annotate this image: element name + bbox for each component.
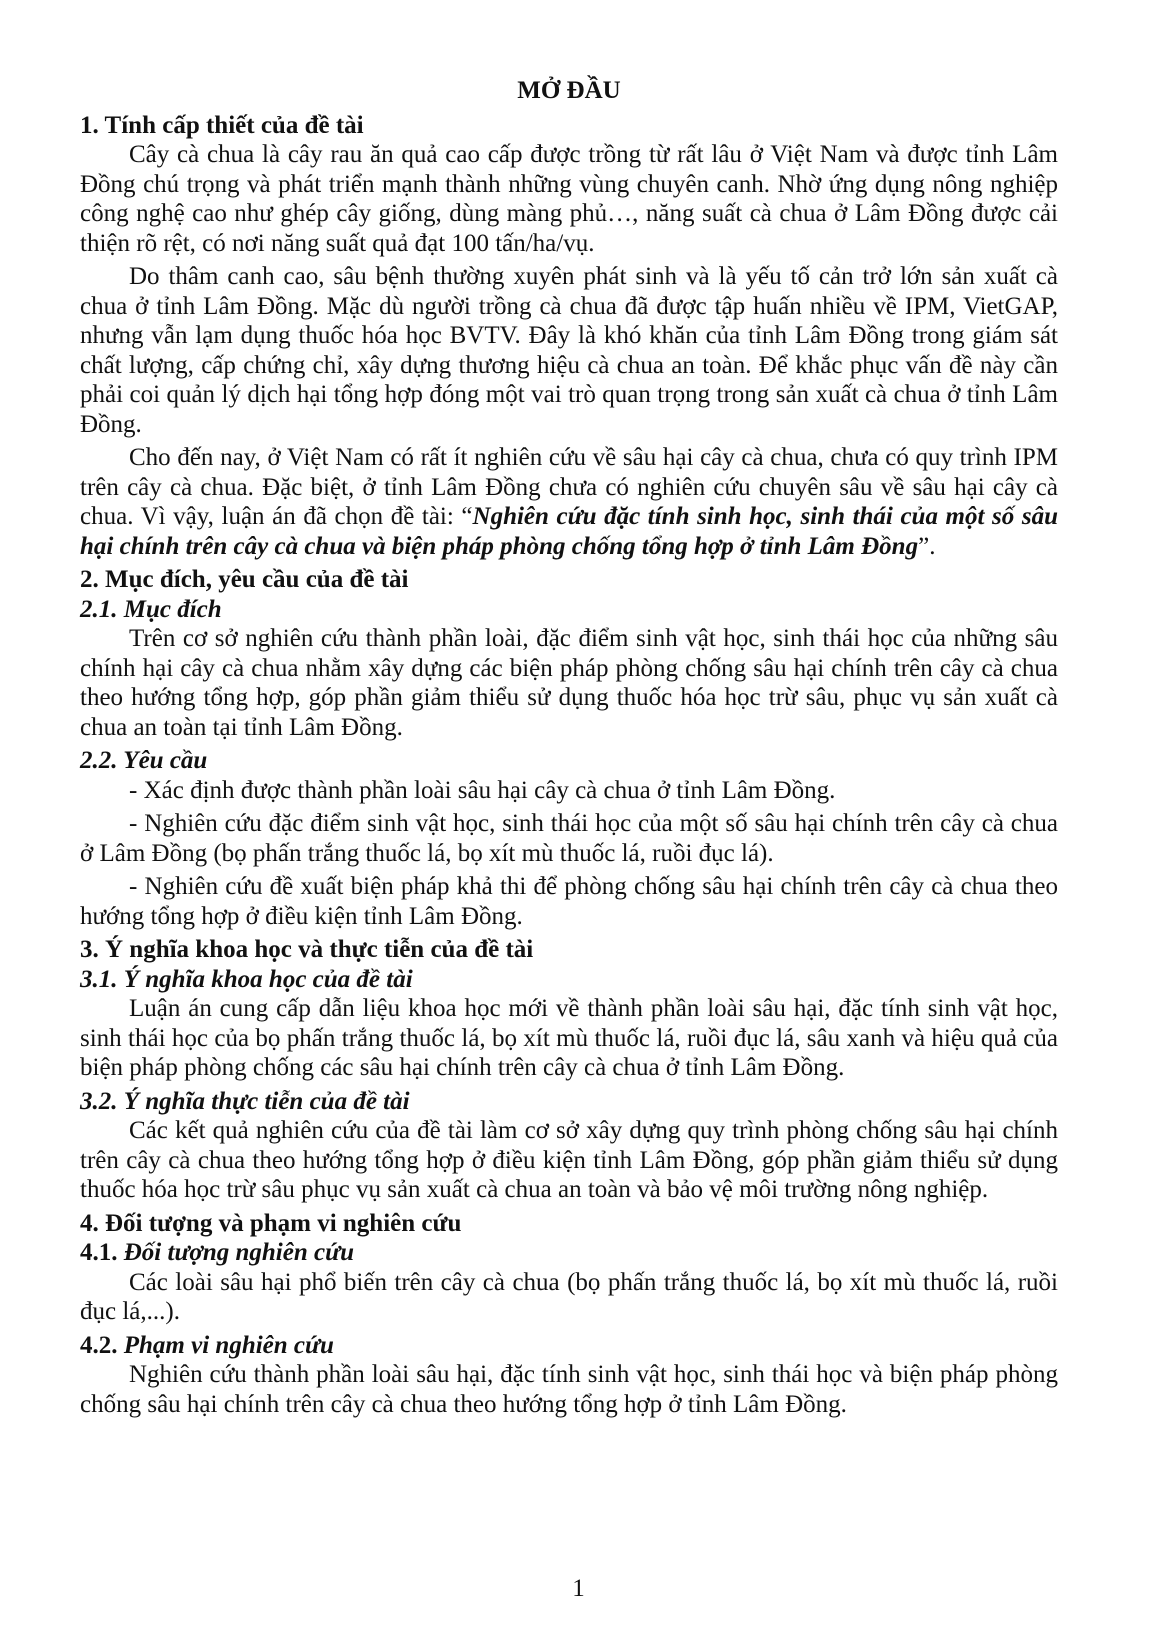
section-3-1-paragraph: Luận án cung cấp dẫn liệu khoa học mới về thành phần loài sâu hại, đặc tính sinh vật học, sinh thái học của bọ phấn trắng thuốc lá, bọ xít mù thuốc lá, ruồi đục lá, sâu xanh và hiệu quả của biện pháp phòng chống các sâu hại chính trên cây cà chua ở tỉnh Lâm Đồng. (80, 995, 1058, 1081)
section-4-2-paragraph: Nghiên cứu thành phần loài sâu hại, đặc tính sinh vật học, sinh thái học và biện pháp phòng chống sâu hại chính trên cây cà chua theo hướng tổng hợp ở tỉnh Lâm Đồng. (80, 1361, 1058, 1418)
section-2-heading: 2. Mục đích, yêu cầu của đề tài (80, 566, 409, 593)
subsection-4-2-number: 4.2. (80, 1331, 124, 1359)
section-3-2-paragraph: Các kết quả nghiên cứu của đề tài làm cơ sở xây dựng quy trình phòng chống sâu hại chính trên cây cà chua theo hướng tổng hợp ở điều kiện tỉnh Lâm Đồng, góp phần giảm thiểu sử dụng thuốc hóa học trừ sâu phục vụ sản xuất cà chua an toàn và bảo vệ môi trường nông nghiệp. (80, 1117, 1058, 1203)
section-1-paragraph-1: Cây cà chua là cây rau ăn quả cao cấp được trồng từ rất lâu ở Việt Nam và được tỉnh Lâm Đồng chú trọng và phát triển mạnh thành những vùng chuyên canh. Nhờ ứng dụng nông nghiệp công nghệ cao như ghép cây giống, dùng màng phủ…, năng suất cà chua ở Lâm Đồng được cải thiện rõ rệt, có nơi năng suất quả đạt 100 tấn/ha/vụ. (80, 141, 1058, 257)
subsection-2-1-heading: 2.1. Mục đích (80, 595, 222, 623)
section-1-heading: 1. Tính cấp thiết của đề tài (80, 111, 364, 139)
section-4-1-paragraph: Các loài sâu hại phổ biến trên cây cà chua (bọ phấn trắng thuốc lá, bọ xít mù thuốc lá, ruồi đục lá,...). (80, 1268, 1058, 1325)
requirement-item: - Nghiên cứu đề xuất biện pháp khả thi để phòng chống sâu hại chính trên cây cà chua theo hướng tổng hợp ở điều kiện tỉnh Lâm Đồng. (80, 873, 1058, 930)
subsection-2-2-heading: 2.2. Yêu cầu (80, 747, 208, 774)
section-1-paragraph-3 (80, 443, 1058, 561)
section-3-heading: 3. Ý nghĩa khoa học và thực tiễn của đề tài (80, 936, 534, 963)
paragraph-3-lead: Cho đến nay, ở Việt Nam có rất ít nghiên cứu về sâu hại cây cà chua, chưa có quy trình IPM trên cây cà chua. Đặc biệt, ở tỉnh Lâm Đồng chưa có nghiên cứu chuyên sâu về sâu hại cây cà chua. Vì vậy, luận án đã chọn đề tài: “ (80, 444, 1058, 530)
subsection-4-2-heading (80, 1331, 1058, 1361)
page-number: 1 (572, 1575, 585, 1602)
page-title: MỞ ĐẦU (517, 77, 621, 104)
thesis-topic: Nghiên cứu đặc tính sinh học, sinh thái của một số sâu hại chính trên cây cà chua và biện pháp phòng chống tổng hợp ở tỉnh Lâm Đồng (80, 503, 1058, 560)
subsection-3-1-heading: 3.1. Ý nghĩa khoa học của đề tài (80, 965, 413, 993)
section-1-paragraph-2: Do thâm canh cao, sâu bệnh thường xuyên phát sinh và là yếu tố cản trở lớn sản xuất cà chua ở tỉnh Lâm Đồng. Mặc dù người trồng cà chua đã được tập huấn nhiều về IPM, VietGAP, nhưng vẫn lạm dụng thuốc hóa học BVTV. Đây là khó khăn của tỉnh Lâm Đồng trong giám sát chất lượng, cấp chứng chỉ, xây dựng thương hiệu cà chua an toàn. Để khắc phục vấn đề này cần phải coi quản lý dịch hại tổng hợp đóng một vai trò quan trọng trong sản xuất cà chua ở tỉnh Lâm Đồng. (80, 263, 1058, 438)
subsection-4-1-number: 4.1. (80, 1239, 124, 1266)
subsection-4-1-title: Đối tượng nghiên cứu (123, 1239, 354, 1266)
section-4-heading: 4. Đối tượng và phạm vi nghiên cứu (80, 1209, 462, 1237)
paragraph-3-tail: ”. (918, 532, 936, 560)
requirement-item: - Xác định được thành phần loài sâu hại cây cà chua ở tỉnh Lâm Đồng. (129, 776, 836, 804)
requirement-item: - Nghiên cứu đặc điểm sinh vật học, sinh thái học của một số sâu hại chính trên cây cà chua ở Lâm Đồng (bọ phấn trắng thuốc lá, bọ xít mù thuốc lá, ruồi đục lá). (80, 810, 1058, 867)
section-2-1-paragraph: Trên cơ sở nghiên cứu thành phần loài, đặc điểm sinh vật học, sinh thái học của những sâu chính hại cây cà chua nhằm xây dựng các biện pháp phòng chống sâu hại chính trên cây cà chua theo hướng tổng hợp, góp phần giảm thiểu sử dụng thuốc hóa học trừ sâu, phục vụ sản xuất cà chua an toàn tại tỉnh Lâm Đồng. (80, 625, 1058, 741)
subsection-3-2-heading: 3.2. Ý nghĩa thực tiễn của đề tài (80, 1087, 410, 1115)
subsection-4-1-heading (80, 1238, 1058, 1268)
subsection-4-2-title: Phạm vi nghiên cứu (123, 1331, 334, 1359)
